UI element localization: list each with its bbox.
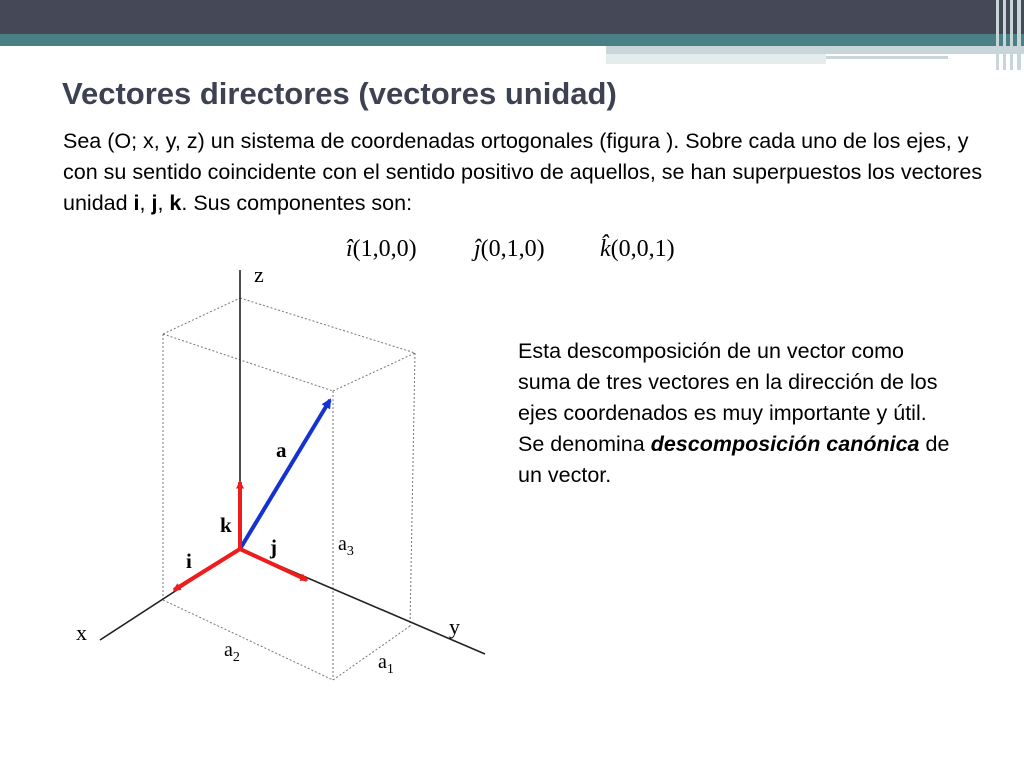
- box-bottom-front: [163, 600, 333, 680]
- bounding-box: [163, 298, 415, 680]
- box-top-side-edge: [333, 353, 415, 391]
- component-a3-label: [338, 533, 354, 559]
- intro-text-2: . Sus componentes son:: [181, 191, 413, 215]
- component-a1-base: a: [378, 651, 387, 673]
- formula-k-components: (0,0,1): [610, 236, 675, 262]
- component-a2-base: a: [224, 639, 233, 661]
- formula-i-symbol: î: [346, 236, 353, 262]
- x-axis-label: x: [76, 620, 87, 645]
- component-a1-label: [378, 651, 394, 677]
- box-vertical-right: [410, 353, 415, 626]
- intro-bold-j: j: [151, 191, 158, 215]
- formula-j-components: (0,1,0): [480, 236, 545, 262]
- vector-i-arrow: [174, 549, 240, 590]
- component-a2-label: [224, 639, 240, 665]
- component-a3-subscript: 3: [346, 544, 354, 559]
- box-bottom-side: [333, 626, 410, 680]
- vector-j-label: j: [270, 535, 277, 559]
- intro-bold-i: i: [133, 191, 140, 215]
- box-top-left-edge: [163, 298, 240, 334]
- vector-a-label: a: [276, 438, 287, 462]
- y-axis-label: y: [449, 614, 460, 639]
- component-a3-base: a: [338, 533, 347, 555]
- side-text-2: de un vector.: [518, 432, 950, 487]
- intro-text-1: Sea (O; x, y, z) un sistema de coordenadas ortogonales (figura ). Sobre cada uno de los ejes, y con su sentido coincidente con el sentido positivo de aquellos, se han superpuestos los vectores unidad: [63, 129, 983, 215]
- side-emphasis-text: descomposición canónica: [650, 432, 920, 456]
- component-a1-subscript: 1: [386, 662, 394, 677]
- component-a2-subscript: 2: [232, 650, 240, 665]
- slide-title: Vectores directores (vectores unidad): [62, 76, 617, 111]
- intro-separator-1: ,: [139, 191, 152, 215]
- vector-k-label: k: [220, 513, 232, 537]
- intro-bold-k: k: [169, 191, 182, 215]
- intro-separator-2: ,: [157, 191, 170, 215]
- formula-k-symbol: k̂: [600, 236, 611, 262]
- side-text-1: Esta descomposición de un vector como suma de tres vectores en la dirección de los ejes coordenados es muy importante y útil. Se denomina: [518, 339, 938, 456]
- vector-i-label: i: [186, 549, 192, 573]
- formula-i-components: (1,0,0): [352, 236, 417, 262]
- formula-j-symbol: ĵ: [474, 236, 481, 262]
- vector-a-arrow: [240, 400, 330, 549]
- z-axis-label: z: [254, 262, 264, 287]
- box-top-right-edge: [240, 298, 415, 353]
- box-top-front-edge: [163, 334, 333, 391]
